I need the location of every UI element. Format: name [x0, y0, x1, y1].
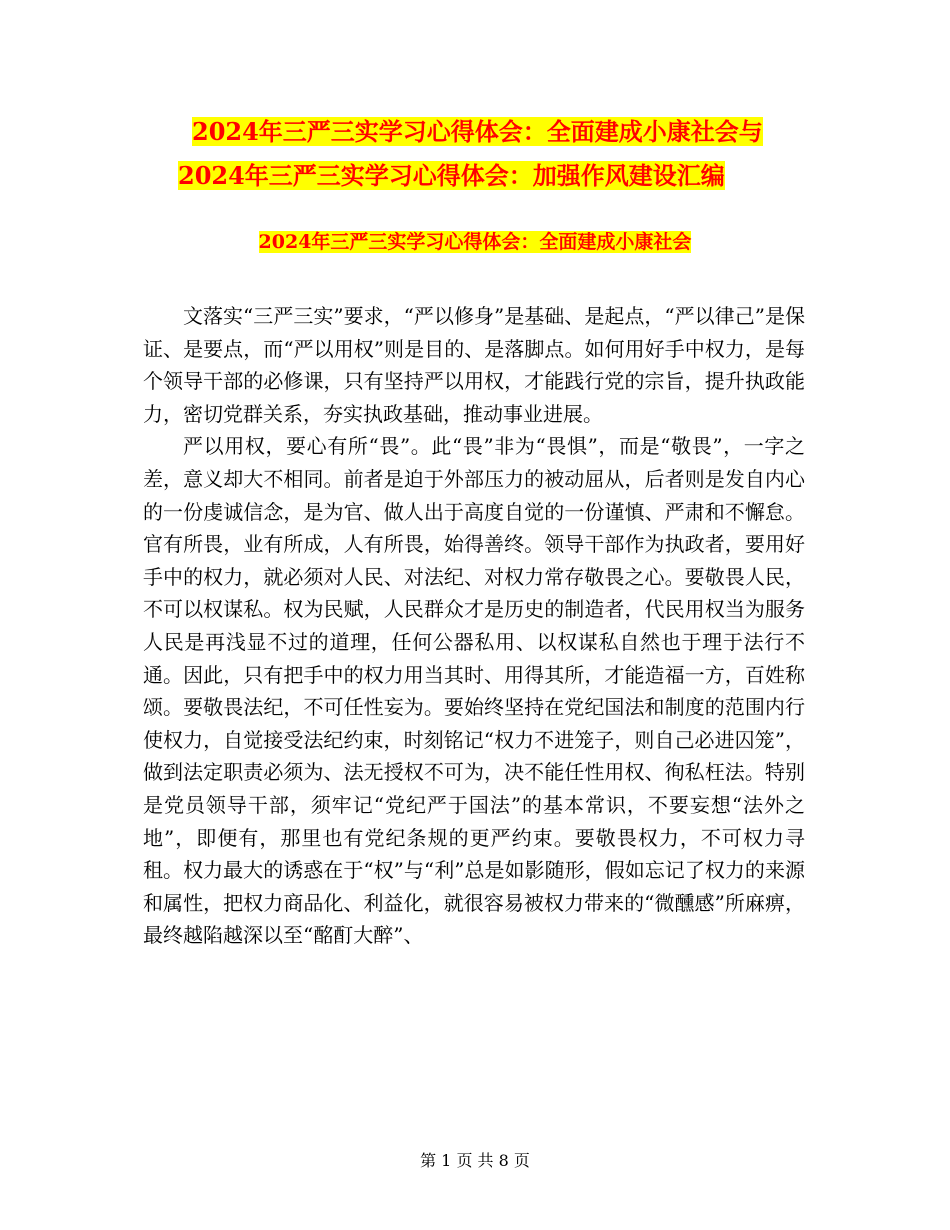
document-title-line-2-text: 2024年三严三实学习心得体会：加强作风建设汇编: [178, 161, 725, 190]
document-title-line-2: [150, 154, 830, 198]
document-title-line-1-text: 2024年三严三实学习心得体会：全面建成小康社会与: [192, 117, 763, 146]
document-title-line-1: [150, 110, 830, 154]
body-paragraph-1: 文落实“三严三实”要求，“严以修身”是基础、是起点，“严以律己”是保证、是要点，而“严以用权”则是目的、是落脚点。如何用好手中权力，是每个领导干部的必修课，只有坚持严以用权，才能践行党的宗旨，提升执政能力，密切党群关系，夯实执政基础，推动事业进展。: [143, 304, 805, 426]
section-title: [150, 228, 800, 256]
document-body: [143, 300, 805, 952]
page-number-footer: 第 1 页 共 8 页: [420, 1151, 530, 1170]
section-title-text: 2024年三严三实学习心得体会：全面建成小康社会: [258, 231, 692, 253]
document-title: [150, 110, 830, 198]
body-paragraph-2: 严以用权，要心有所“畏”。此“畏”非为“畏惧”，而是“敬畏”，一字之差，意义却大不相同。前者是迫于外部压力的被动屈从，后者则是发自内心的一份虔诚信念，是为官、做人出于高度自觉的一份谨慎、严肃和不懈怠。官有所畏，业有所成，人有所畏，始得善终。领导干部作为执政者，要用好手中的权力，就必须对人民、对法纪、对权力常存敬畏之心。要敬畏人民，不可以权谋私。权为民赋，人民群众才是历史的制造者，代民用权当为服务人民是再浅显不过的道理，任何公器私用、以权谋私自然也于理于法行不通。因此，只有把手中的权力用当其时、用得其所，才能造福一方，百姓称颂。要敬畏法纪，不可任性妄为。要始终坚持在党纪国法和制度的范围内行使权力，自觉接受法纪约束，时刻铭记“权力不进笼子，则自己必进囚笼”，做到法定职责必须为、法无授权不可为，决不能任性用权、徇私枉法。特别是党员领导干部，须牢记“党纪严于国法”的基本常识，不要妄想“法外之地”，即便有，那里也有党纪条规的更严约束。要敬畏权力，不可权力寻租。权力最大的诱惑在于“权”与“利”总是如影随形，假如忘记了权力的来源和属性，把权力商品化、利益化，就很容易被权力带来的“微醺感”所麻痹，最终越陷越深以至“酩酊大醉”、: [143, 434, 805, 948]
